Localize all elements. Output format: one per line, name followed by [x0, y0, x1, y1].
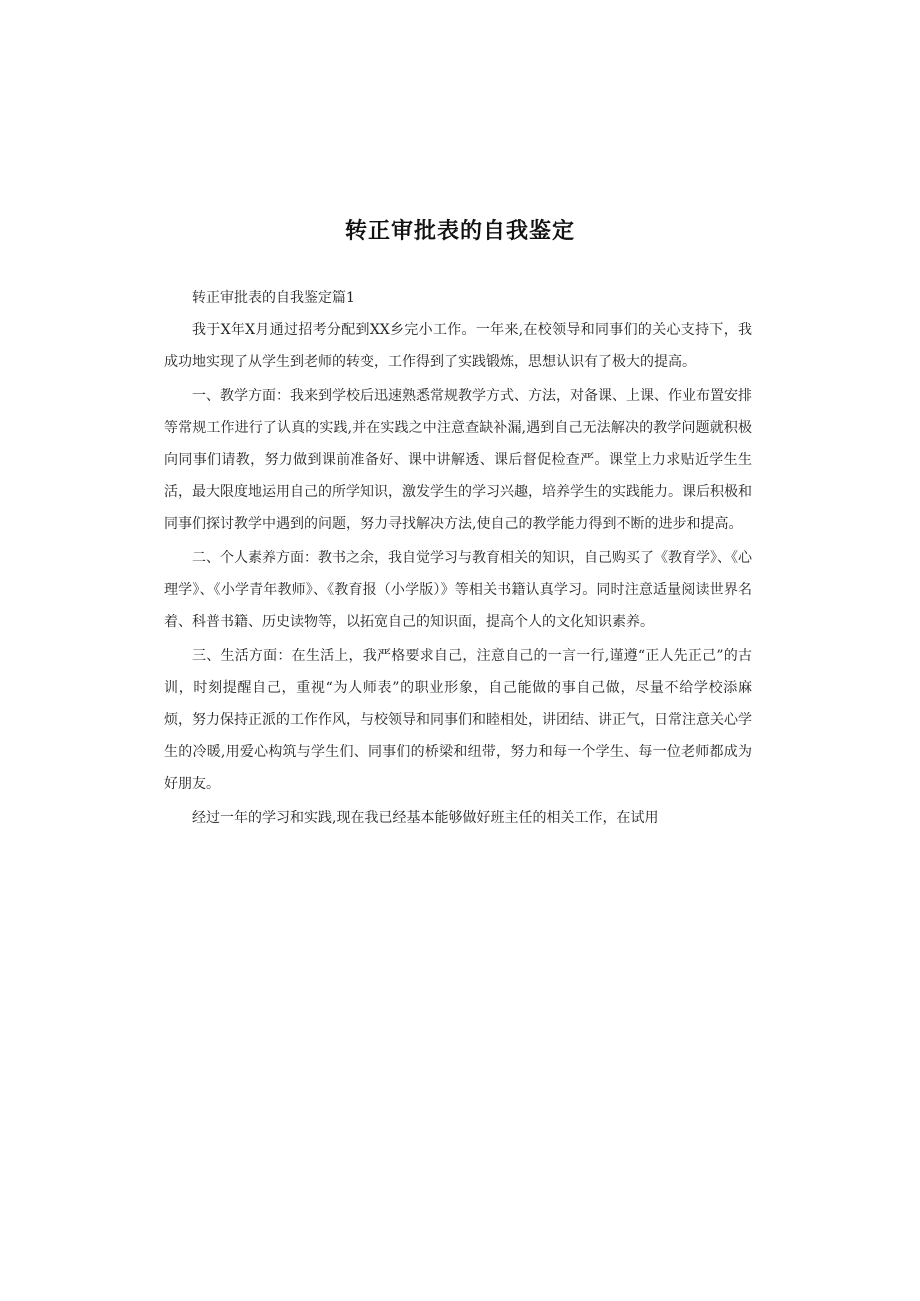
document-subtitle: 转正审批表的自我鉴定篇1	[192, 290, 355, 306]
paragraph-conclusion: 经过一年的学习和实践,现在我已经基本能够做好班主任的相关工作，在试用	[192, 810, 659, 826]
paragraph-teaching: 一、教学方面：我来到学校后迅速熟悉常规教学方式、方法，对备课、上课、作业布置安排等常规工作进行了认真的实践,并在实践之中注意查缺补漏,遇到自己无法解决的教学问题就积极向同事们请教，努力做到课前准备好、课中讲解透、课后督促检查严。课堂上力求贴近学生生活，最大限度地运用自己的所学知识，激发学生的学习兴趣，培养学生的实践能力。课后积极和同事们探讨教学中遇到的问题，努力寻找解决方法,使自己的教学能力得到不断的进步和提高。	[164, 388, 752, 532]
paragraph-personal-quality: 二、个人素养方面：教书之余，我自觉学习与教育相关的知识，自己购买了《教育学》、《心理学》、《小学青年教师》、《教育报（小学版）》等相关书籍认真学习。同时注意适量阅读世界名着、科普书籍、历史读物等，以拓宽自己的知识面，提高个人的文化知识素养。	[164, 550, 752, 630]
document-body	[164, 282, 752, 836]
document-title: 转正审批表的自我鉴定	[344, 219, 575, 244]
paragraph-intro: 我于X年X月通过招考分配到XX乡完小工作。一年来,在校领导和同事们的关心支持下，我成功地实现了从学生到老师的转变，工作得到了实践锻炼，思想认识有了极大的提高。	[164, 322, 752, 370]
paragraph-life: 三、生活方面：在生活上，我严格要求自己，注意自己的一言一行,谨遵“正人先正己”的古训，时刻提醒自己，重视“为人师表”的职业形象，自己能做的事自己做，尽量不给学校添麻烦，努力保持正派的工作作风，与校领导和同事们和睦相处，讲团结、讲正气，日常注意关心学生的冷暖,用爱心构筑与学生们、同事们的桥梁和纽带，努力和每一个学生、每一位老师都成为好朋友。	[164, 648, 752, 792]
